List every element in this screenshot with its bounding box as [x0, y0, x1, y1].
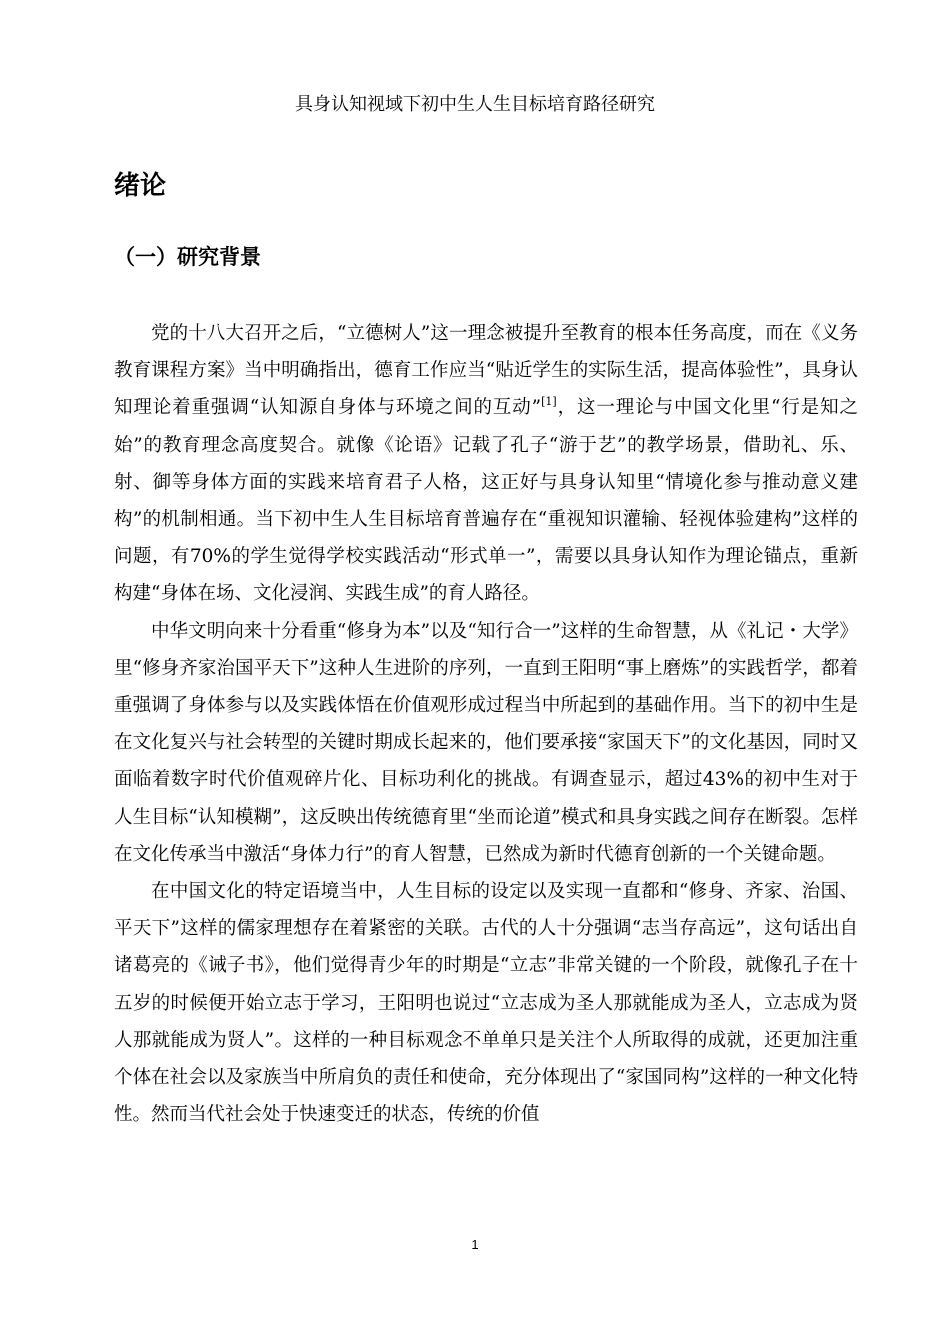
body-text: [114, 315, 858, 1133]
running-header: 具身认知视域下初中生人生目标培育路径研究: [295, 94, 655, 115]
paragraph-3: 在中国文化的特定语境当中，人生目标的设定以及实现一直都和“修身、齐家、治国、平天下”这样的儒家理想存在着紧密的关联。古代的人十分强调“志当存高远”，这句话出自诸葛亮的《诫子书》，他们觉得青少年的时期是“立志”非常关键的一个阶段，就像孔子在十五岁的时候便开始立志于学习，王阳明也说过“立志成为圣人那就能成为圣人，立志成为贤人那就能成为贤人”。这样的一种目标观念不单单只是关注个人所取得的成就，还更加注重个体在社会以及家族当中所肩负的责任和使命，充分体现出了“家国同构”这样的一种文化特性。然而当代社会处于快速变迁的状态，传统的价值: [114, 881, 858, 1126]
chapter-title: 绪论: [114, 171, 167, 201]
paragraph-1-text-a: 党的十八大召开之后，“立德树人”这一理念被提升至教育的根本任务高度，而在《义务教育课程方案》当中明确指出，德育工作应当“贴近学生的实际生活，提高体验性”，具身认知理论着重强调“认知源自身体与环境之间的互动”: [114, 323, 858, 419]
section-title: （一）研究背景: [114, 245, 261, 269]
page-number: 1: [471, 1237, 479, 1252]
paragraph-2: 中华文明向来十分看重“修身为本”以及“知行合一”这样的生命智慧，从《礼记・大学》里“修身齐家治国平天下”这种人生进阶的序列，一直到王阳明“事上磨炼”的实践哲学，都着重强调了身体参与以及实践体悟在价值观形成过程当中所起到的基础作用。当下的初中生是在文化复兴与社会转型的关键时期成长起来的，他们要承接“家国天下”的文化基因，同时又面临着数字时代价值观碎片化、目标功利化的挑战。有调查显示，超过43%的初中生对于人生目标“认知模糊”，这反映出传统德育里“坐而论道”模式和具身实践之间存在断裂。怎样在文化传承当中激活“身体力行”的育人智慧，已然成为新时代德育创新的一个关键命题。: [114, 620, 858, 865]
paragraph-1-text-b: ，这一理论与中国文化里“行是知之始”的教育理念高度契合。就像《论语》记载了孔子“游于艺”的教学场景，借助礼、乐、射、御等身体方面的实践来培育君子人格，这正好与具身认知里“情境化参与推动意义建构”的机制相通。当下初中生人生目标培育普遍存在“重视知识灌输、轻视体验建构”这样的问题，有70%的学生觉得学校实践活动“形式单一”，需要以具身认知作为理论锚点，重新构建“身体在场、文化浸润、实践生成”的育人路径。: [114, 397, 859, 605]
citation-reference[interactable]: [1]: [541, 395, 557, 409]
paragraph-1: [114, 315, 858, 613]
